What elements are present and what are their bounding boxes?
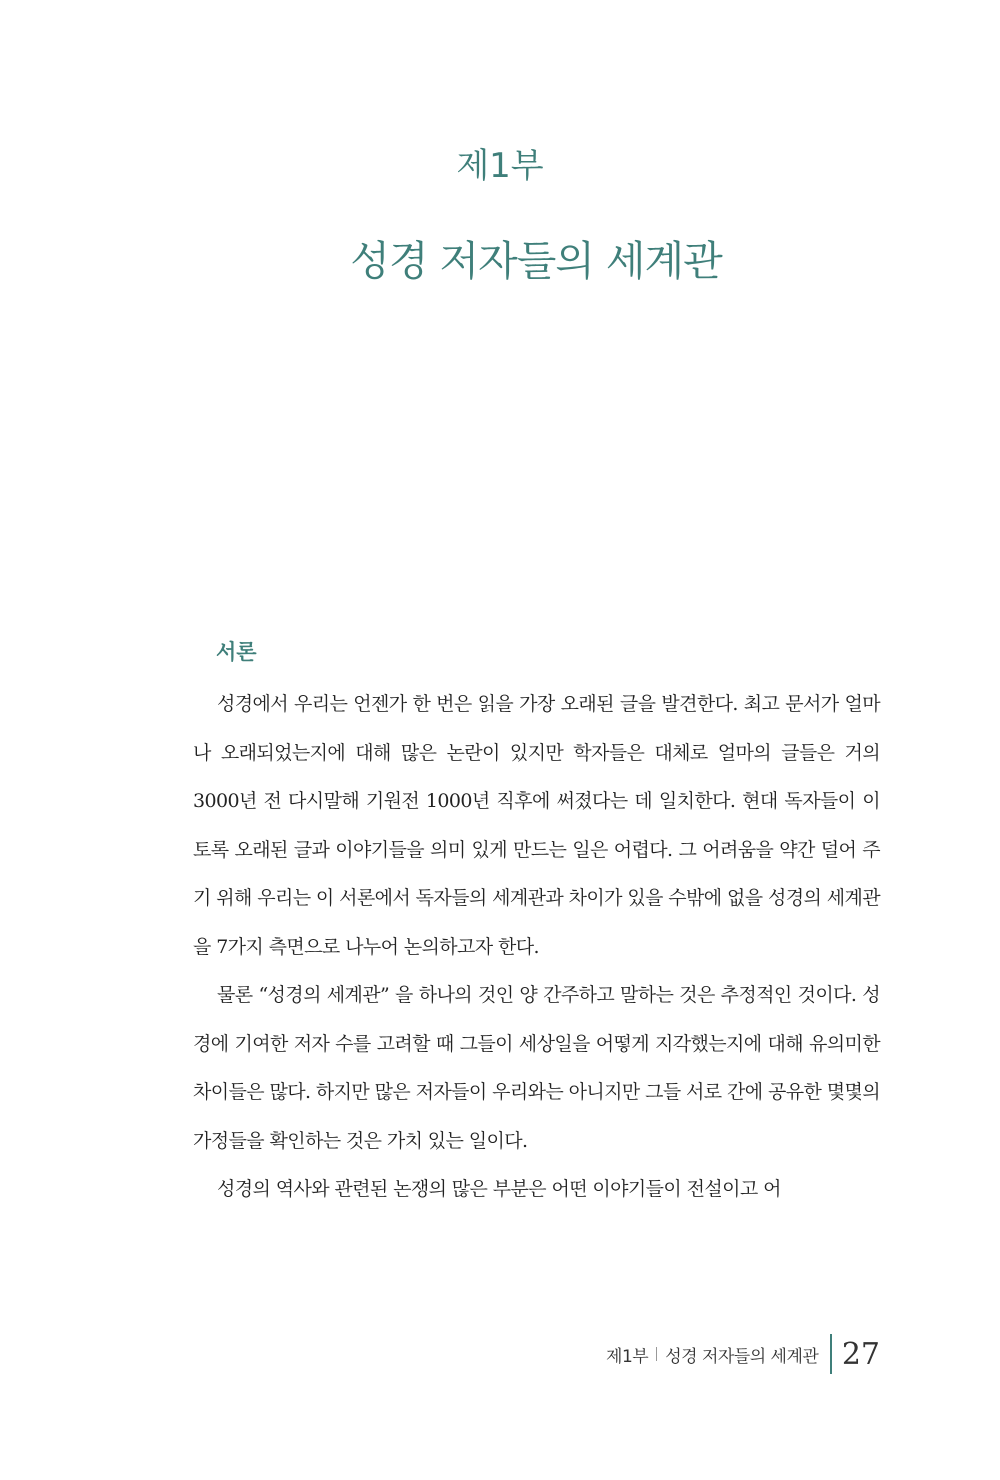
page-footer [606, 1334, 880, 1374]
body-text [193, 680, 880, 1214]
part-title: 성경 저자들의 세계관 [350, 237, 722, 285]
paragraph: 성경의 역사와 관련된 논쟁의 많은 부분은 어떤 이야기들이 전설이고 어 [217, 1178, 781, 1200]
page-number-divider [830, 1334, 832, 1374]
paragraph: 물론 “성경의 세계관” 을 하나의 것인 양 간주하고 말하는 것은 추정적인 것이다. 성경에 기여한 저자 수를 고려할 때 그들이 세상일을 어떻게 지각했는지에 대해 유의미한 차이들은 많다. 하지만 많은 저자들이 우리와는 아니지만 그들 서로 간에 공유한 몇몇의 가정들을 확인하는 것은 가치 있는 일이다. [193, 984, 880, 1152]
part-label: 제1부 [456, 146, 544, 186]
section-heading: 서론 [216, 640, 257, 664]
footer-title: 성경 저자들의 세계관 [665, 1346, 819, 1367]
footer-part: 제1부 [606, 1346, 649, 1367]
running-footer [606, 1342, 818, 1367]
footer-divider [656, 1347, 657, 1361]
page-number: 27 [841, 1336, 880, 1372]
paragraph: 성경에서 우리는 언젠가 한 번은 읽을 가장 오래된 글을 발견한다. 최고 문서가 얼마나 오래되었는지에 대해 많은 논란이 있지만 학자들은 대체로 얼마의 글들은 거의 3000년 전 다시말해 기원전 1000년 직후에 써졌다는 데 일치한다. 현대 독자들이 이토록 오래된 글과 이야기들을 의미 있게 만드는 일은 어렵다. 그 어려움을 약간 덜어 주기 위해 우리는 이 서론에서 독자들의 세계관과 차이가 있을 수밖에 없을 성경의 세계관을 7가지 측면으로 나누어 논의하고자 한다. [193, 693, 880, 958]
